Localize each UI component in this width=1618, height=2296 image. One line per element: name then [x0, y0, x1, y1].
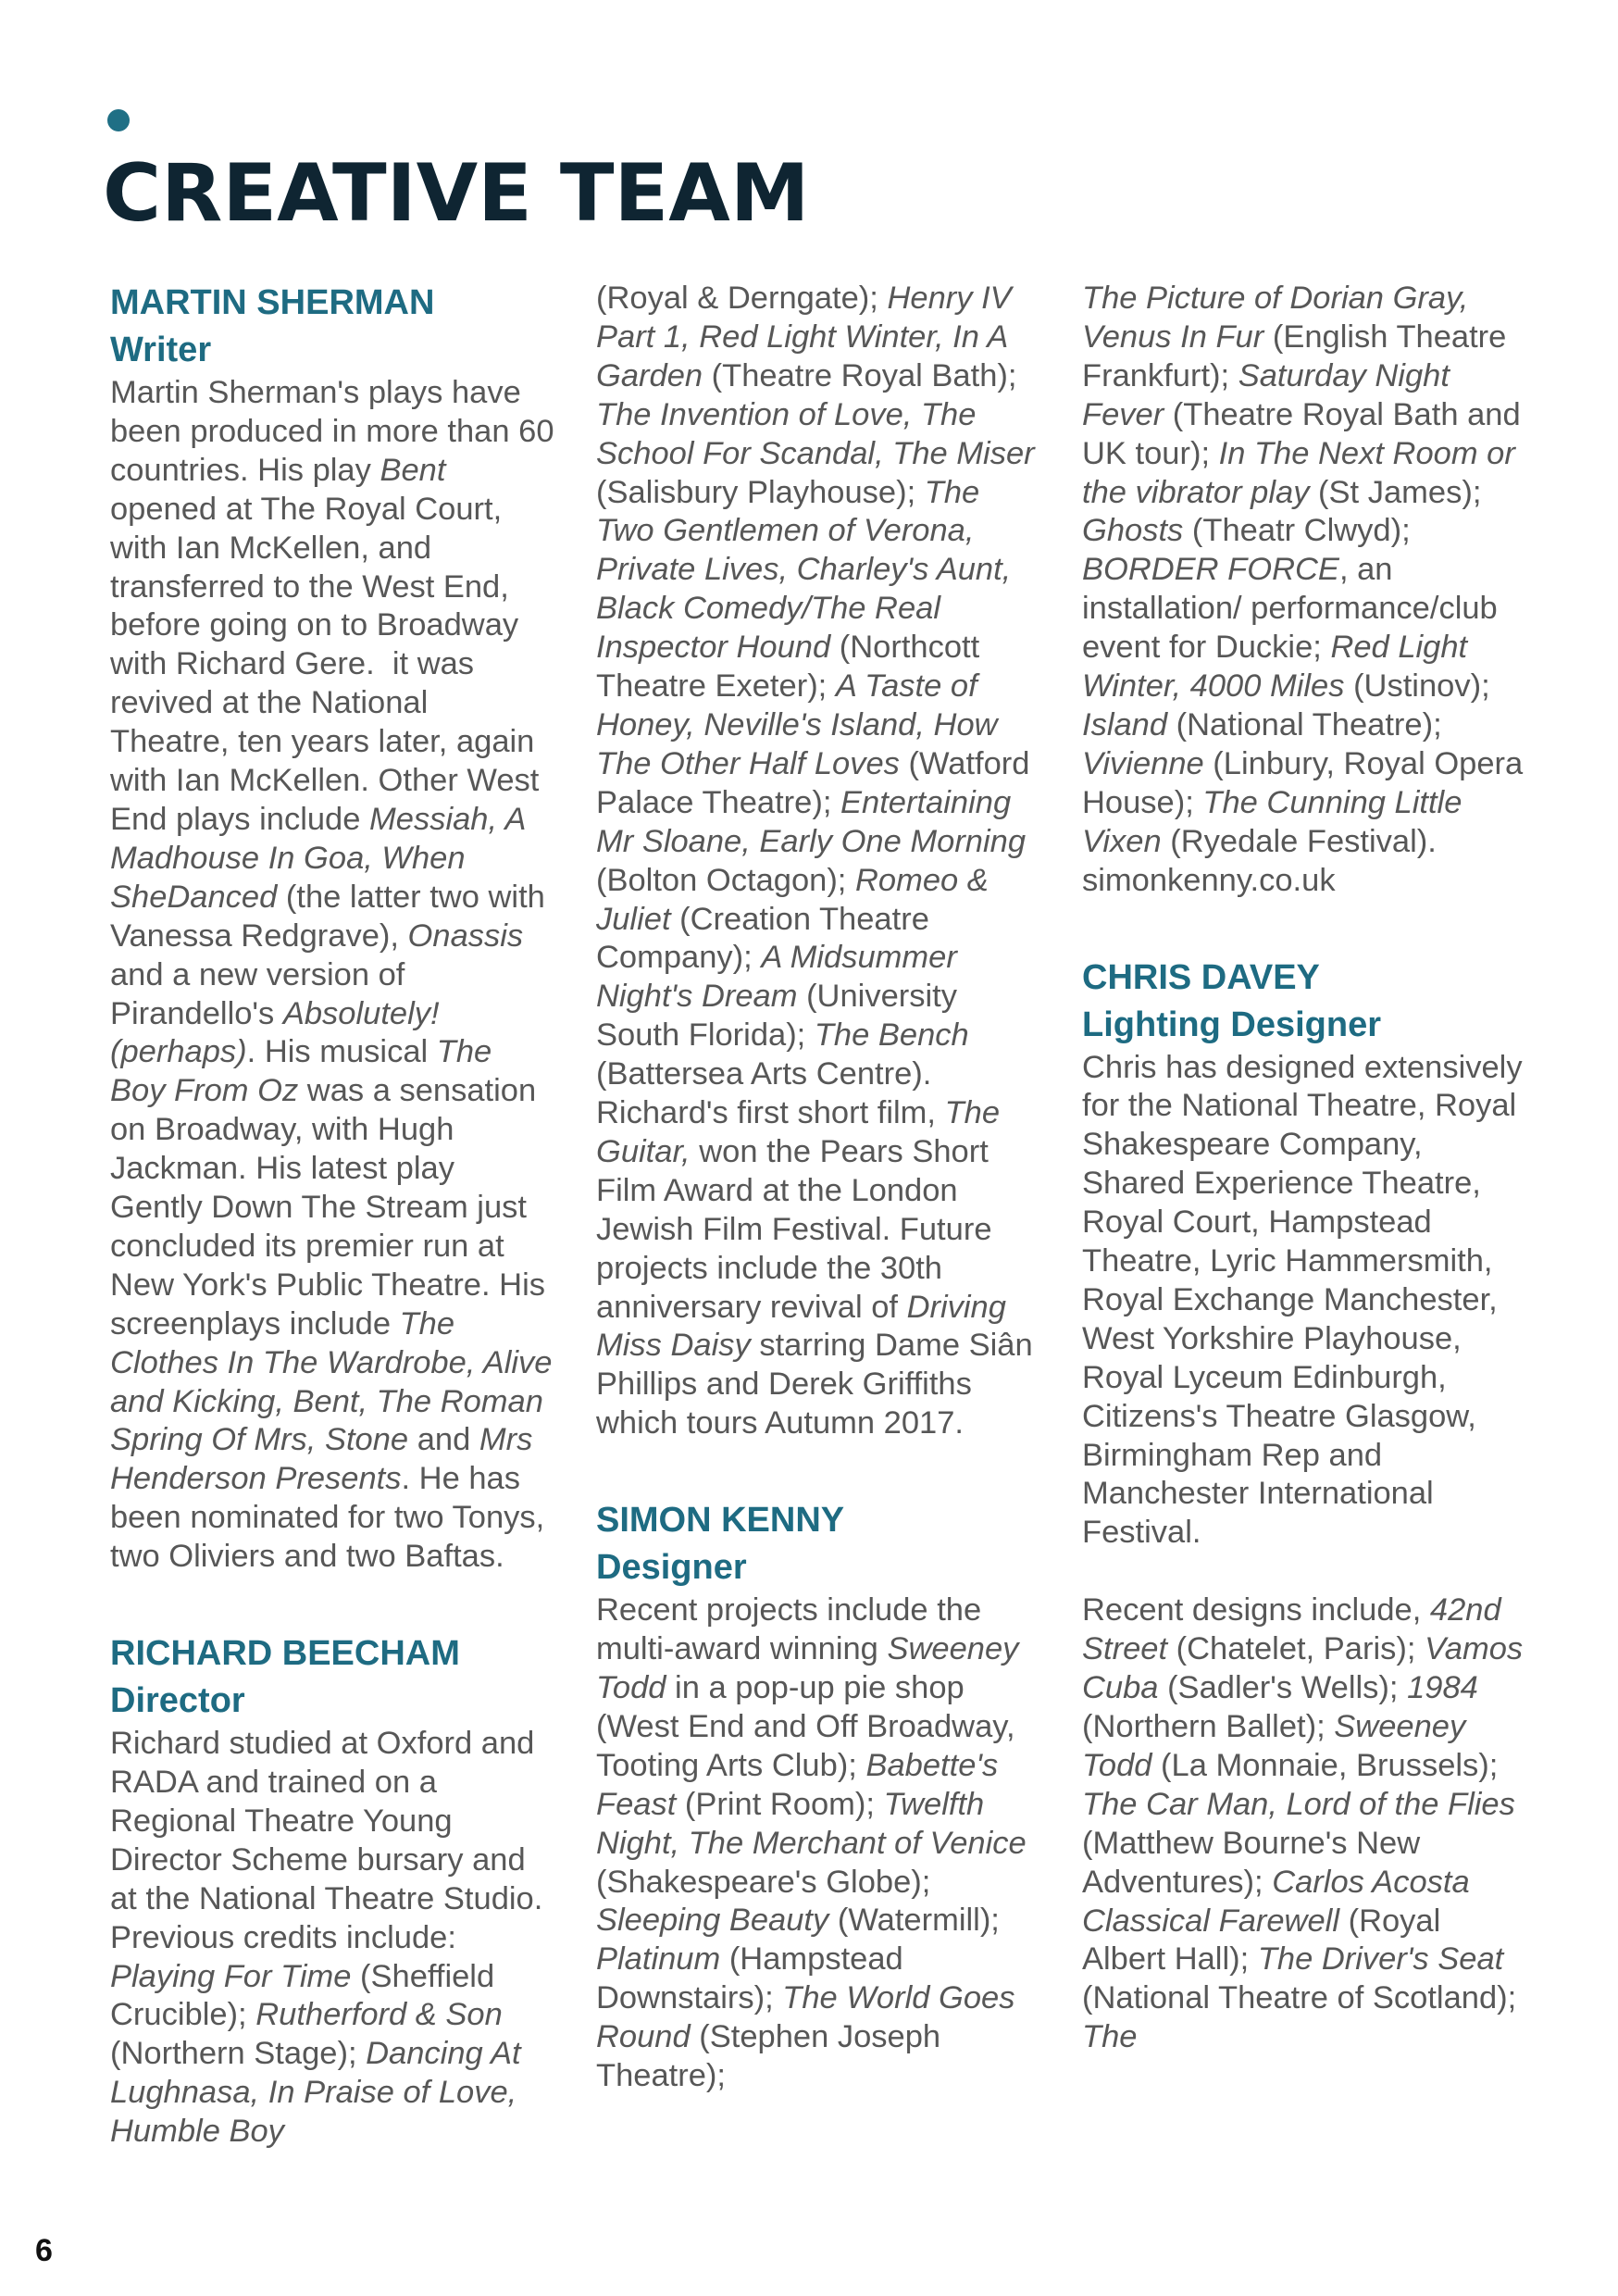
- bio-column-1-part: Richard studied at Oxford and RADA and trained on a Regional Theatre Young Director Scheme bursary and at the National Theatre Studio. Previous credits include: Playing For Time (Sheffield Crucible); Rutherford & Son (Northern Stage); Dancing At Lughnasa, In Praise of Love, Humble Boy: [110, 1726, 543, 2150]
- person-name: MARTIN SHERMAN: [110, 283, 435, 322]
- person-bio: Chris has designed extensively for the National Theatre, Royal Shakespeare Company, Shared Experience Theatre, Royal Court, Hampstead Theatre, Lyric Hammersmith, Royal Exchange Manchester, West Yorkshire Playhouse, Royal Lyceum Edinburgh, Citizens's Theatre Glasgow, Birmingham Rep and Manchester International Festival.: [1082, 1049, 1523, 1551]
- bio-simon-kenny: [596, 1497, 1040, 2096]
- bio-richard-beecham: [110, 1630, 554, 2152]
- person-role: Writer: [110, 331, 212, 369]
- person-bio-recent: Recent designs include, 42nd Street (Chatelet, Paris); Vamos Cuba (Sadler's Wells); 1984 (Northern Ballet); Sweeney Todd (La Monnaie, Brussels); The Car Man, Lord of the Flies (Matthew Bourne's New Adventures); Carlos Acosta Classical Farewell (Royal Albert Hall); The Driver's Seat (National Theatre of Scotland); The: [1082, 1592, 1524, 2055]
- page-title: CREATIVE TEAM: [103, 147, 810, 240]
- column-2: [596, 280, 1040, 2150]
- bio-column-2-part: (Royal & Derngate); Henry IV Part 1, Red Light Winter, In A Garden (Theatre Royal Bath); The Invention of Love, The School For Scandal, The Miser (Salisbury Playhouse); The Two Gentlemen of Verona, Private Lives, Charley's Aunt, Black Comedy/The Real Inspector Hound (Northcott Theatre Exeter); A Taste of Honey, Neville's Island, How The Other Half Loves (Watford Palace Theatre); Entertaining Mr Sloane, Early One Morning (Bolton Octagon); Romeo & Juliet (Creation Theatre Company); A Midsummer Night's Dream (University South Florida); The Bench (Battersea Arts Centre). Richard's first short film, The Guitar, won the Pears Short Film Award at the London Jewish Film Festival. Future projects include the 30th anniversary revival of Driving Miss Daisy starring Dame Siân Phillips and Derek Griffiths which tours Autumn 2017.: [596, 281, 1035, 1441]
- column-3: [1082, 280, 1526, 2111]
- person-bio: Martin Sherman's plays have been produced in more than 60 countries. His play Bent opened at The Royal Court, with Ian McKellen, and transferred to the West End, before going on to Broadway with Richard Gere. it was revived at the National Theatre, ten years later, again with Ian McKellen. Other West End plays include Messiah, A Madhouse In Goa, When SheDanced (the latter two with Vanessa Redgrave), Onassis and a new version of Pirandello's Absolutely! (perhaps). His musical The Boy From Oz was a sensation on Broadway, with Hugh Jackman. His latest play Gently Down The Stream just concluded its premier run at New York's Public Theatre. His screenplays include The Clothes In The Wardrobe, Alive and Kicking, Bent, The Roman Spring Of Mrs, Stone and Mrs Henderson Presents. He has been nominated for two Tonys, two Oliviers and two Baftas.: [110, 375, 554, 1575]
- bio-column-3-part: The Picture of Dorian Gray, Venus In Fur (English Theatre Frankfurt); Saturday Night Fever (Theatre Royal Bath and UK tour); In The Next Room or the vibrator play (St James); Ghosts (Theatr Clwyd); BORDER FORCE, an installation/ performance/club event for Duckie; Red Light Winter, 4000 Miles (Ustinov); Island (National Theatre); Vivienne (Linbury, Royal Opera House); The Cunning Little Vixen (Ryedale Festival). simonkenny.co.uk: [1082, 281, 1524, 898]
- person-role: Designer: [596, 1548, 747, 1588]
- person-name: CHRIS DAVEY: [1082, 957, 1320, 997]
- person-role: Director: [110, 1681, 245, 1721]
- person-bio: [110, 1725, 554, 2152]
- column-1: [110, 280, 554, 2205]
- person-bio: [596, 1591, 1040, 2096]
- bio-martin-sherman: [110, 280, 554, 1577]
- person-name: SIMON KENNY: [596, 1501, 845, 1541]
- person-bio: [596, 280, 1040, 1443]
- bio-chris-davey: [1082, 955, 1526, 2058]
- bio-simon-kenny-continued: [1082, 280, 1526, 901]
- person-role: Lighting Designer: [1082, 1004, 1381, 1044]
- bio-column-2-part: Recent projects include the multi-award winning Sweeney Todd in a pop-up pie shop (West End and Off Broadway, Tooting Arts Club); Babette's Feast (Print Room); Twelfth Night, The Merchant of Venice (Shakespeare's Globe); Sleeping Beauty (Watermill); Platinum (Hampstead Downstairs); The World Goes Round (Stephen Joseph Theatre);: [596, 1592, 1027, 2094]
- title-bullet-dot: [107, 109, 130, 131]
- person-bio: [1082, 280, 1526, 901]
- person-name: RICHARD BEECHAM: [110, 1634, 460, 1674]
- bio-richard-beecham-continued: [596, 280, 1040, 1443]
- page-number: 6: [35, 2233, 53, 2268]
